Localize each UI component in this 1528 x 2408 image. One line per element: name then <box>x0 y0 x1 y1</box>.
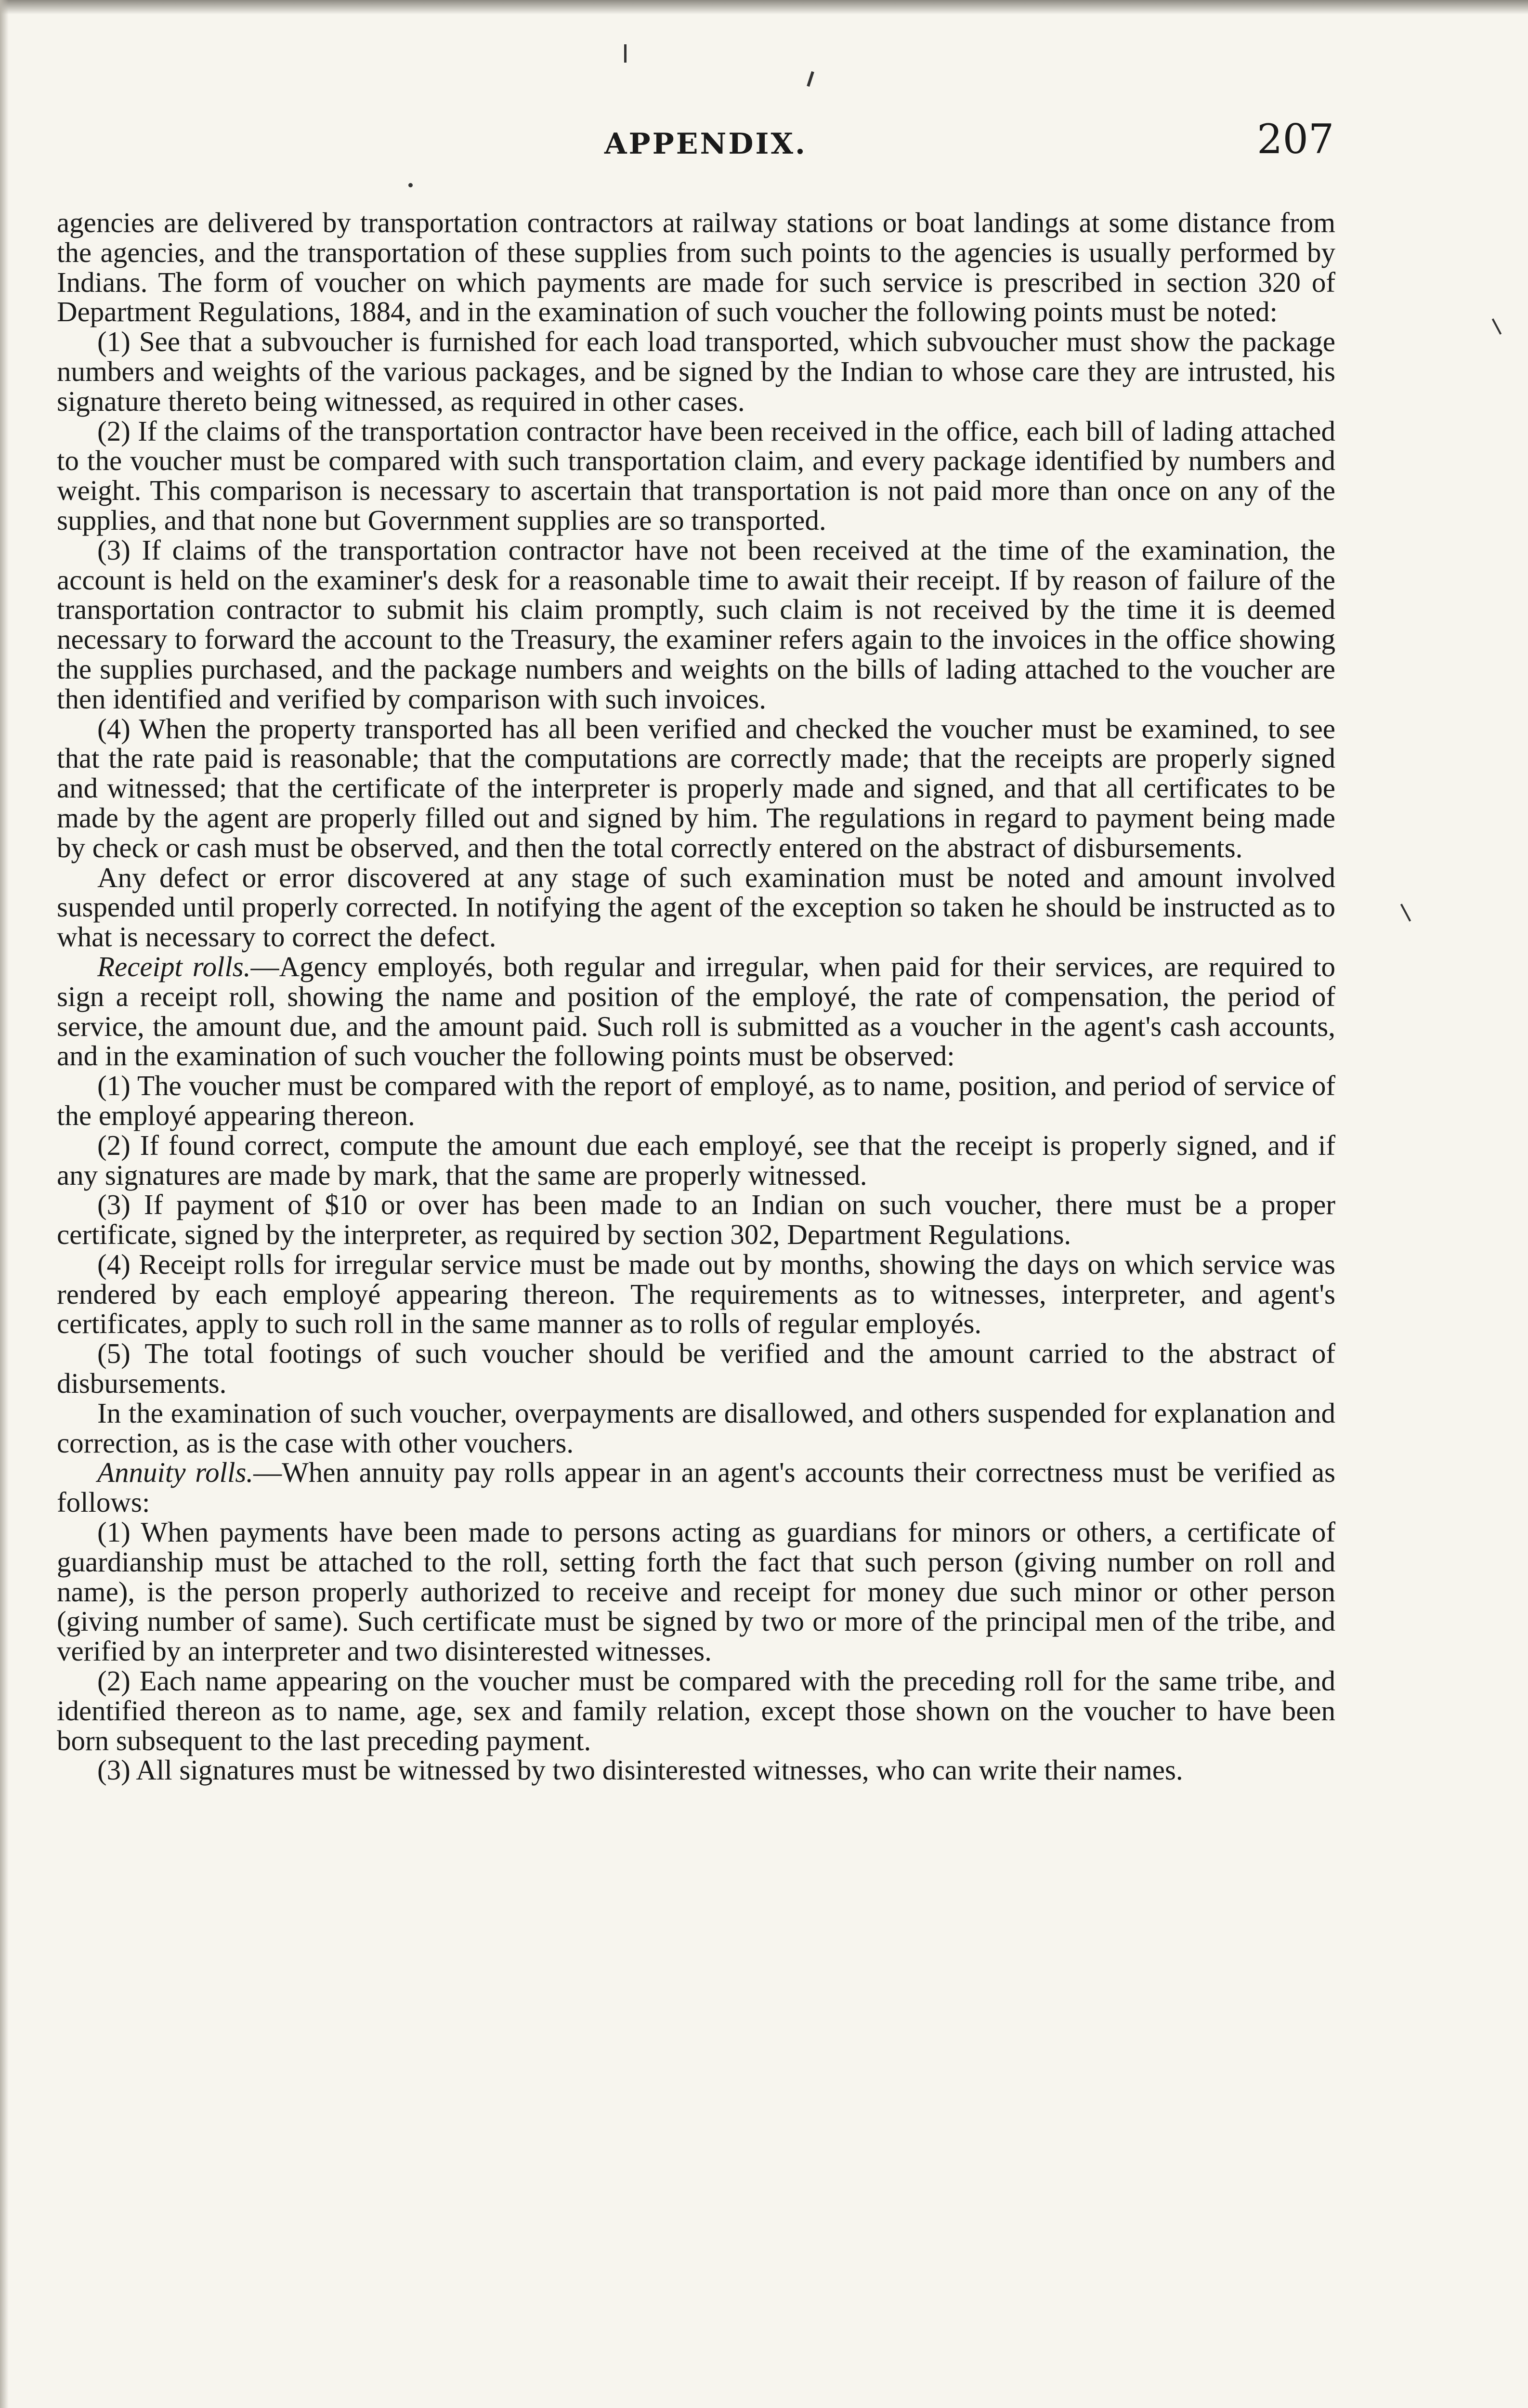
paragraph-text: —When annuity pay rolls appear in an agent's accounts their correctness must be verified as follows: <box>57 1456 1335 1518</box>
paragraph: Any defect or error discovered at any stage of such examination must be noted and amount involved suspended until properly corrected. In notifying the agent of the exception so taken he should be instructed as to what is necessary to correct the defect. <box>57 861 1335 953</box>
ink-speck <box>1492 318 1502 335</box>
ink-speck <box>807 71 814 87</box>
paragraph <box>57 952 1335 1071</box>
paragraph: (3) If payment of $10 or over has been made to an Indian on such voucher, there must be a proper certificate, signed by the interpreter, as required by section 302, Department Regulations. <box>57 1189 1335 1251</box>
paragraph <box>57 1458 1335 1518</box>
paragraph: (3) All signatures must be witnessed by two disinterested witnesses, who can write their names. <box>97 1754 1183 1786</box>
paragraph: (3) If claims of the transportation contractor have not been received at the time of the examination, the account is held on the examiner's desk for a reasonable time to await their receipt. If by reason of failure of the transportation contractor to submit his claim promptly, such claim is not received by the time it is deemed necessary to forward the account to the Treasury, the examiner refers again to the invoices in the office showing the supplies purchased, and the package numbers and weights on the bills of lading attached to the voucher are then identified and verified by comparison with such invoices. <box>57 534 1335 715</box>
paragraph: (2) If found correct, compute the amount due each employé, see that the receipt is properly signed, and if any signatures are made by mark, that the same are properly witnessed. <box>57 1129 1335 1191</box>
paragraph: agencies are delivered by transportation contractors at railway stations or boat landings at some distance from the agencies, and the transportation of these supplies from such points to the agencies is usually performed by Indians. The form of voucher on which payments are made for such service is prescribed in section 320 of Department Regulations, 1884, and in the examination of such voucher the following points must be noted: <box>57 207 1335 328</box>
page-header <box>0 112 1528 170</box>
paragraph: (1) See that a subvoucher is furnished for each load transported, which subvoucher must show the package numbers and weights of the various packages, and be signed by the Indian to whose care they are intrusted, his signature thereto being witnessed, as required in other cases. <box>57 326 1335 417</box>
paragraph: (4) Receipt rolls for irregular service must be made out by months, showing the days on which service was rendered by each employé appearing thereon. The requirements as to witnesses, interpreter, and agent's certificates, apply to such roll in the same manner as to rolls of regular employés. <box>57 1248 1335 1340</box>
section-heading-annuity-rolls: Annuity rolls. <box>97 1456 254 1489</box>
section-heading-receipt-rolls: Receipt rolls. <box>97 950 251 982</box>
paragraph: (2) If the claims of the transportation contractor have been received in the office, each bill of lading attached to the voucher must be compared with such transportation claim, and every package identified by numbers and weight. This comparison is necessary to ascertain that transportation is not paid more than once on any of the supplies, and that none but Government supplies are so transported. <box>57 415 1335 536</box>
running-title: APPENDIX. <box>604 127 807 161</box>
ink-speck <box>408 183 413 187</box>
paragraph: (5) The total footings of such voucher should be verified and the amount carried to the abstract of disbursements. <box>57 1337 1335 1400</box>
paragraph-text: —Agency employés, both regular and irregular, when paid for their services, are required to sign a receipt roll, showing the name and position of the employé, the rate of compensation, the period of service, the amount due, and the amount paid. Such roll is submitted as a voucher in the agent's cash accounts, and in the examination of such voucher the following points must be observed: <box>57 950 1335 1072</box>
page-left-edge-shadow <box>0 0 9 2408</box>
paragraph: (1) When payments have been made to persons acting as guardians for minors or others, a certificate of guardianship must be attached to the roll, setting forth the fact that such person (giving number on roll and name), is the person properly authorized to receive and receipt for money due such minor or other person (giving number of same). Such certificate must be signed by two or more of the principal men of the tribe, and verified by an interpreter and two disinterested witnesses. <box>57 1516 1335 1667</box>
page-top-edge-shadow <box>0 0 1528 14</box>
body-text <box>57 208 1335 1785</box>
ink-speck <box>624 44 627 63</box>
paragraph: (2) Each name appearing on the voucher must be compared with the preceding roll for the same tribe, and identified thereon as to name, age, sex and family relation, except those shown on the voucher to have been born subsequent to the last preceding payment. <box>57 1665 1335 1756</box>
paragraph: (4) When the property transported has all been verified and checked the voucher must be examined, to see that the rate paid is reasonable; that the computations are correctly made; that the receipts are properly signed and witnessed; that the certificate of the interpreter is properly made and signed, and that all certificates to be made by the agent are properly filled out and signed by him. The regulations in regard to payment being made by check or cash must be observed, and then the total correctly entered on the abstract of disbursements. <box>57 712 1335 864</box>
page-number: 207 <box>1257 116 1334 163</box>
paragraph: (1) The voucher must be compared with the report of employé, as to name, position, and period of service of the employé appearing thereon. <box>57 1070 1335 1131</box>
paragraph: In the examination of such voucher, overpayments are disallowed, and others suspended for explanation and correction, as is the case with other vouchers. <box>57 1397 1335 1459</box>
ink-speck <box>1400 903 1411 921</box>
